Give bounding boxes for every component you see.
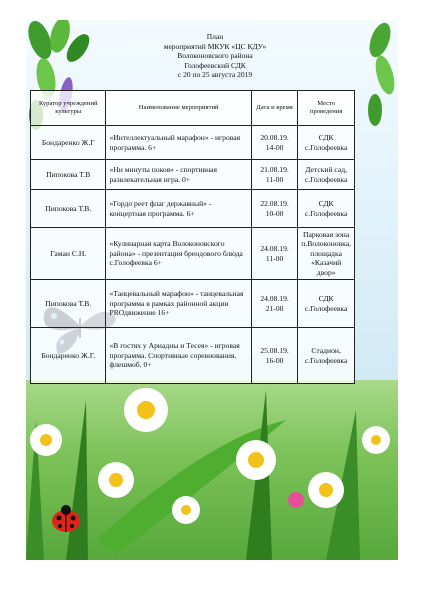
event-date: 22.08.19. xyxy=(260,199,289,208)
event-cell xyxy=(106,228,251,280)
event-time: 10-00 xyxy=(265,208,284,218)
table-header-row xyxy=(31,91,355,126)
event-date: 21.08.19. xyxy=(260,165,289,174)
place-line: с.Голофеевка xyxy=(304,142,348,152)
date-cell xyxy=(251,190,297,228)
curator-name: Гаман С.Н. xyxy=(50,249,87,258)
header-line: Волоконовского района xyxy=(177,51,253,60)
event-title: «Интеллектуальный марафон» - игровая программа. xyxy=(109,133,241,152)
event-date: 20.08.19. xyxy=(260,133,289,142)
curator-name: Пипокова Т.В. xyxy=(45,299,92,308)
age-rating: 6+ xyxy=(153,258,162,268)
curator-cell xyxy=(31,328,106,384)
place-line: с.Голофеевка xyxy=(304,355,348,365)
event-cell xyxy=(106,190,251,228)
event-time: 14-00 xyxy=(265,142,284,152)
schedule-table xyxy=(30,90,355,384)
table-row xyxy=(31,228,355,280)
event-date: 24.08.19. xyxy=(260,244,289,253)
place-line: с.Голофеевка xyxy=(304,208,348,218)
place-line: площадка «Казачий двор» xyxy=(310,248,342,277)
place-line: с.Голофеевка xyxy=(304,174,348,184)
column-header: Куратор учреждений культуры xyxy=(31,91,106,126)
curator-cell xyxy=(31,190,106,228)
table-row xyxy=(31,126,355,160)
leaf-icon xyxy=(355,20,400,140)
place-cell xyxy=(298,126,355,160)
place-line: СДК xyxy=(318,199,334,208)
place-cell xyxy=(298,228,355,280)
place-line: СДК xyxy=(318,133,334,142)
date-cell xyxy=(251,126,297,160)
column-header: Место проведения xyxy=(298,91,355,126)
curator-cell xyxy=(31,280,106,328)
place-cell xyxy=(298,280,355,328)
curator-cell xyxy=(31,160,106,190)
age-rating: 6+ xyxy=(148,142,157,152)
table-row xyxy=(31,328,355,384)
place-cell xyxy=(298,190,355,228)
age-rating: 16+ xyxy=(157,308,170,318)
curator-name: Бондаренко Ж.Г. xyxy=(41,351,96,360)
header-line: План xyxy=(206,32,224,41)
event-date: 25.08.19. xyxy=(260,346,289,355)
place-line: Стадион, xyxy=(311,346,341,355)
curator-name: Бондаренко Ж.Г xyxy=(41,138,95,147)
place-line: СДК xyxy=(318,294,334,303)
event-time: 21-00 xyxy=(265,303,284,313)
date-cell xyxy=(251,328,297,384)
event-time: 16-00 xyxy=(265,355,284,365)
place-line: с.Голофеевка xyxy=(304,303,348,313)
event-title: «В гостях у Ариадны и Тесея» - игровая программа. Спортивные соревнования, флешмоб. xyxy=(109,341,240,370)
place-cell xyxy=(298,160,355,190)
ladybug-icon xyxy=(48,504,84,534)
place-line: Детский сад, xyxy=(305,165,348,174)
event-time: 11-00 xyxy=(265,253,284,263)
event-title: «Ни минуты покоя» - спортивная развлекательная игра. xyxy=(109,165,218,184)
curator-cell xyxy=(31,228,106,280)
table-row xyxy=(31,280,355,328)
table-row xyxy=(31,190,355,228)
header-line: Голофеевский СДК xyxy=(184,60,246,70)
place-line: п.Волоконовка, xyxy=(301,239,351,249)
column-header: Наименование мероприятий xyxy=(106,91,251,126)
table-row xyxy=(31,160,355,190)
header-line: с 20 по 25 августа 2019 xyxy=(177,70,253,79)
event-title: «Кулинарная карта Волоконовского района» - презентация брендового блюда с.Голофеевка xyxy=(109,239,243,268)
date-cell xyxy=(251,160,297,190)
event-title: «Гордо реет флаг державный» - концертная программа. xyxy=(109,199,212,218)
date-cell xyxy=(251,280,297,328)
event-date: 24.08.19. xyxy=(260,294,289,303)
date-cell xyxy=(251,228,297,280)
place-cell xyxy=(298,328,355,384)
place-line: Парковая зона xyxy=(303,229,350,239)
curator-cell xyxy=(31,126,106,160)
column-header: Дата и время xyxy=(251,91,297,126)
event-time: 11-00 xyxy=(265,174,284,184)
header-line: мероприятий МКУК «ЦС КДУ» xyxy=(163,41,267,51)
curator-name: Пипокова Т.В. xyxy=(45,204,92,213)
event-cell xyxy=(106,328,251,384)
event-cell xyxy=(106,160,251,190)
age-rating: 0+ xyxy=(181,174,191,184)
age-rating: 0+ xyxy=(143,360,152,370)
event-cell xyxy=(106,126,251,160)
event-title: «Танцевальный марафон» - танцевальная программа в рамках районной акции PRОдвижение xyxy=(109,289,244,318)
curator-name: Пипокова Т.В xyxy=(46,170,91,179)
age-rating: 6+ xyxy=(186,208,195,218)
document-header xyxy=(100,32,330,80)
event-cell xyxy=(106,280,251,328)
